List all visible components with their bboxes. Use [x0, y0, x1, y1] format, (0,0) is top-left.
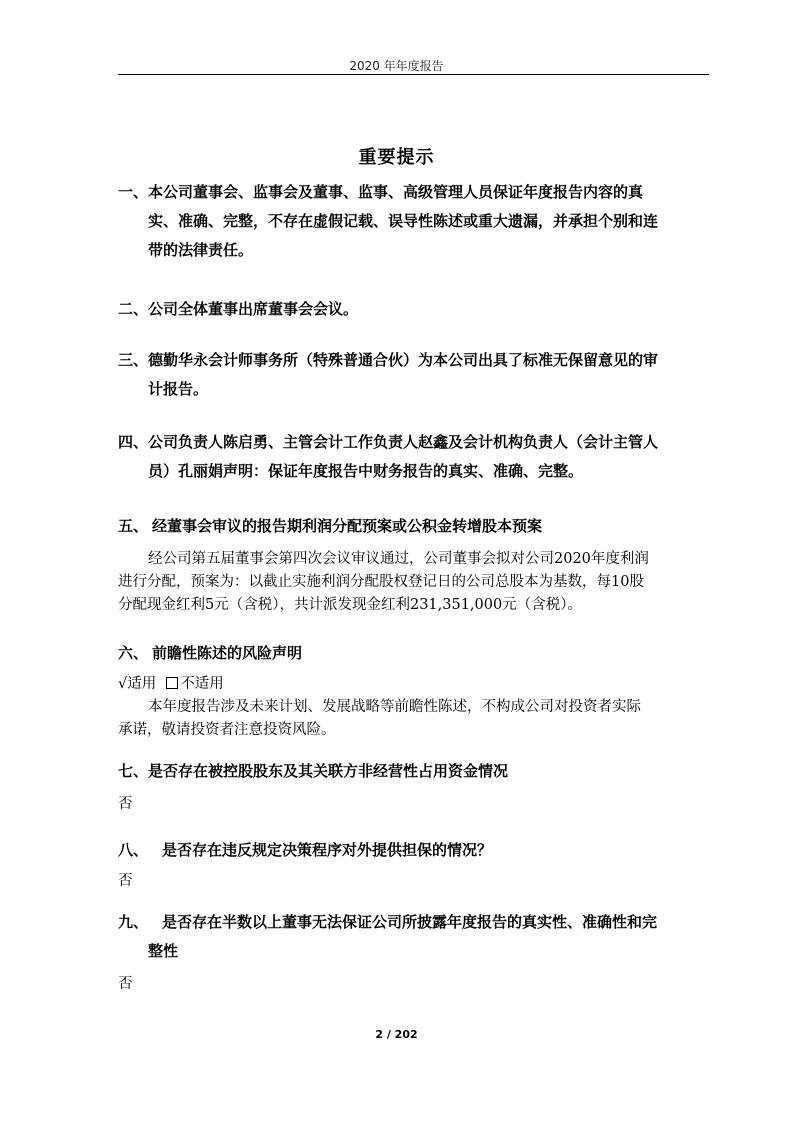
section-4 — [118, 428, 698, 486]
page-header: 2020 年年度报告 — [349, 59, 444, 73]
section-number: 六、 — [118, 644, 149, 662]
applicability-options — [118, 673, 698, 696]
section-line: 前瞻性陈述的风险声明 — [152, 644, 303, 662]
section-number: 七、 — [118, 762, 149, 780]
section-9 — [118, 908, 698, 966]
section-line: 是否存在违反规定决策程序对外提供担保的情况？ — [162, 841, 493, 859]
page-number: 2 / 202 — [375, 1028, 418, 1041]
section-9-answer: 否 — [118, 976, 133, 992]
section-line: 实、准确、完整，不存在虚假记载、误导性陈述或重大遗漏，并承担个别和连 — [148, 212, 659, 230]
section-6 — [118, 639, 698, 668]
body-line: 本年度报告涉及未来计划、发展战略等前瞻性陈述，不构成公司对投资者实际 — [148, 699, 641, 715]
section-7-answer: 否 — [118, 796, 133, 812]
section-line: 德勤华永会计师事务所（特殊普通合伙）为本公司出具了标准无保留意见的审 — [148, 351, 659, 369]
section-number: 九、 — [118, 913, 149, 931]
section-3 — [118, 346, 698, 404]
section-line: 带的法律责任。 — [148, 241, 254, 259]
section-line: 经董事会审议的报告期利润分配预案或公积金转增股本预案 — [152, 517, 543, 535]
section-line: 员）孔丽娟声明：保证年度报告中财务报告的真实、准确、完整。 — [148, 462, 584, 480]
applicable-option: √适用 — [118, 676, 157, 692]
section-line: 整性 — [148, 942, 179, 960]
section-line: 是否存在被控股股东及其关联方非经营性占用资金情况 — [148, 762, 509, 780]
header-rule — [118, 74, 709, 75]
section-line: 公司负责人陈启勇、主管会计工作负责人赵鑫及会计机构负责人（会计主管人 — [148, 433, 659, 451]
section-8-answer: 否 — [118, 873, 133, 889]
checkbox-unchecked-icon — [166, 677, 178, 689]
section-7 — [118, 757, 698, 786]
body-line: 分配现金红利5元（含税），共计派发现金红利231,351,000元（含税）。 — [118, 597, 582, 613]
section-5-body — [118, 548, 698, 617]
body-line: 经公司第五届董事会第四次会议审议通过，公司董事会拟对公司2020年度利润 — [148, 551, 649, 567]
section-number: 二、 — [118, 300, 149, 318]
section-line: 公司全体董事出席董事会会议。 — [148, 300, 359, 318]
section-number: 八、 — [118, 841, 149, 859]
body-line: 承诺，敬请投资者注意投资风险。 — [118, 722, 336, 738]
section-8 — [118, 836, 698, 865]
body-line: 进行分配，预案为：以截止实施利润分配股权登记日的公司总股本为基数，每10股 — [118, 574, 644, 590]
section-2 — [118, 295, 698, 324]
section-line: 计报告。 — [148, 380, 209, 398]
section-5 — [118, 512, 698, 541]
page-title: 重要提示 — [358, 147, 435, 168]
section-line: 是否存在半数以上董事无法保证公司所披露年度报告的真实性、准确性和完 — [162, 913, 658, 931]
not-applicable-option: 不适用 — [180, 676, 224, 692]
section-number: 三、 — [118, 351, 149, 369]
section-number: 四、 — [118, 433, 149, 451]
section-line: 本公司董事会、监事会及董事、监事、高级管理人员保证年度报告内容的真 — [148, 183, 644, 201]
section-number: 五、 — [118, 517, 149, 535]
section-6-body — [118, 673, 698, 742]
section-1 — [118, 178, 698, 265]
section-number: 一、 — [118, 183, 149, 201]
